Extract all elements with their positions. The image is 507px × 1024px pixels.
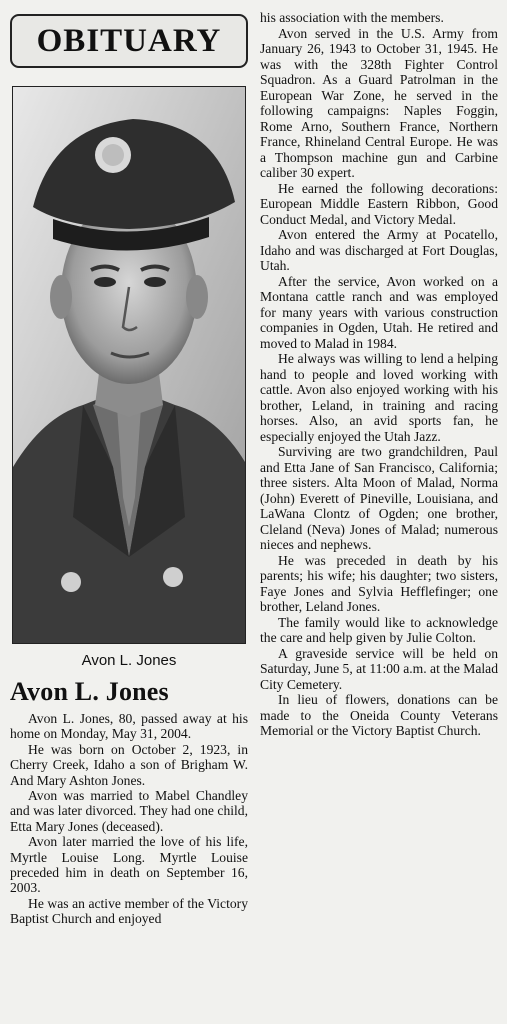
- soldier-portrait-image: [13, 87, 245, 643]
- paragraph: In lieu of flowers, donations can be made to the Oneida County Veterans Memorial or the Victory Baptist Church.: [260, 692, 498, 738]
- paragraph: He always was willing to lend a helping hand to people and loved working with cattle. Avon also enjoyed working with his brother, Leland, in training and racing horses. Also, an avid sports fan, he especially enjoyed the Utah Jazz.: [260, 351, 498, 444]
- right-body-text: [260, 10, 498, 739]
- paragraph: After the service, Avon worked on a Montana cattle ranch and was employed for many years with various construction companies in Ogden, Utah. He retired and moved to Malad in 1984.: [260, 273, 498, 351]
- paragraph: Avon entered the Army at Pocatello, Idaho and was discharged at Fort Douglas, Utah.: [260, 227, 498, 273]
- paragraph: He was preceded in death by his parents; his wife; his daughter; two sisters, Faye Jones and Sylvia Hefflefinger; one brother, Leland Jones.: [260, 552, 498, 614]
- right-column: [260, 10, 498, 739]
- photo-caption: Avon L. Jones: [81, 652, 177, 669]
- left-body-text: [10, 711, 248, 927]
- portrait-photo: [12, 86, 246, 644]
- paragraph: He earned the following decorations: European Middle Eastern Ribbon, Good Conduct Medal, and Victory Medal.: [260, 180, 498, 227]
- left-column: [10, 14, 248, 927]
- paragraph: He was born on October 2, 1923, in Cherry Creek, Idaho a son of Brigham W. And Mary Ashton Jones.: [10, 741, 248, 788]
- headline-name: Avon L. Jones: [10, 677, 169, 706]
- paragraph: his association with the members.: [260, 10, 444, 25]
- obituary-banner: OBITUARY: [10, 14, 248, 68]
- paragraph: Avon was married to Mabel Chandley and was later divorced. They had one child, Etta Mary Jones (deceased).: [10, 788, 248, 834]
- paragraph: He was an active member of the Victory Baptist Church and enjoyed: [10, 895, 248, 927]
- paragraph: Surviving are two grandchildren, Paul and Etta Jane of San Francisco, California; three sisters. Alta Moon of Malad, Norma (John) Everett of Pineville, Louisiana, and LaWana Clontz of Ogden; one brother, Cleland (Neva) Jones of Malad; numerous nieces and nephews.: [260, 444, 498, 552]
- paragraph: Avon later married the love of his life, Myrtle Louise Long. Myrtle Louise preceded him in death on September 16, 2003.: [10, 834, 248, 896]
- paragraph: The family would like to acknowledge the care and help given by Julie Colton.: [260, 614, 498, 645]
- paragraph: Avon L. Jones, 80, passed away at his home on Monday, May 31, 2004.: [10, 711, 248, 742]
- paragraph: Avon served in the U.S. Army from January 26, 1943 to October 31, 1945. He was with the 328th Fighter Control Squadron. As a Guard Patrolman in the European War Zone, he served in the following campaigns: Naples Foggin, Rome Arno, Southern France, Northern France, Rhineland Central Europe. He was a Thompson machine gun and Carbine caliber 30 expert.: [260, 25, 498, 180]
- paragraph: A graveside service will be held on Saturday, June 5, at 11:00 a.m. at the Malad City Cemetery.: [260, 645, 498, 692]
